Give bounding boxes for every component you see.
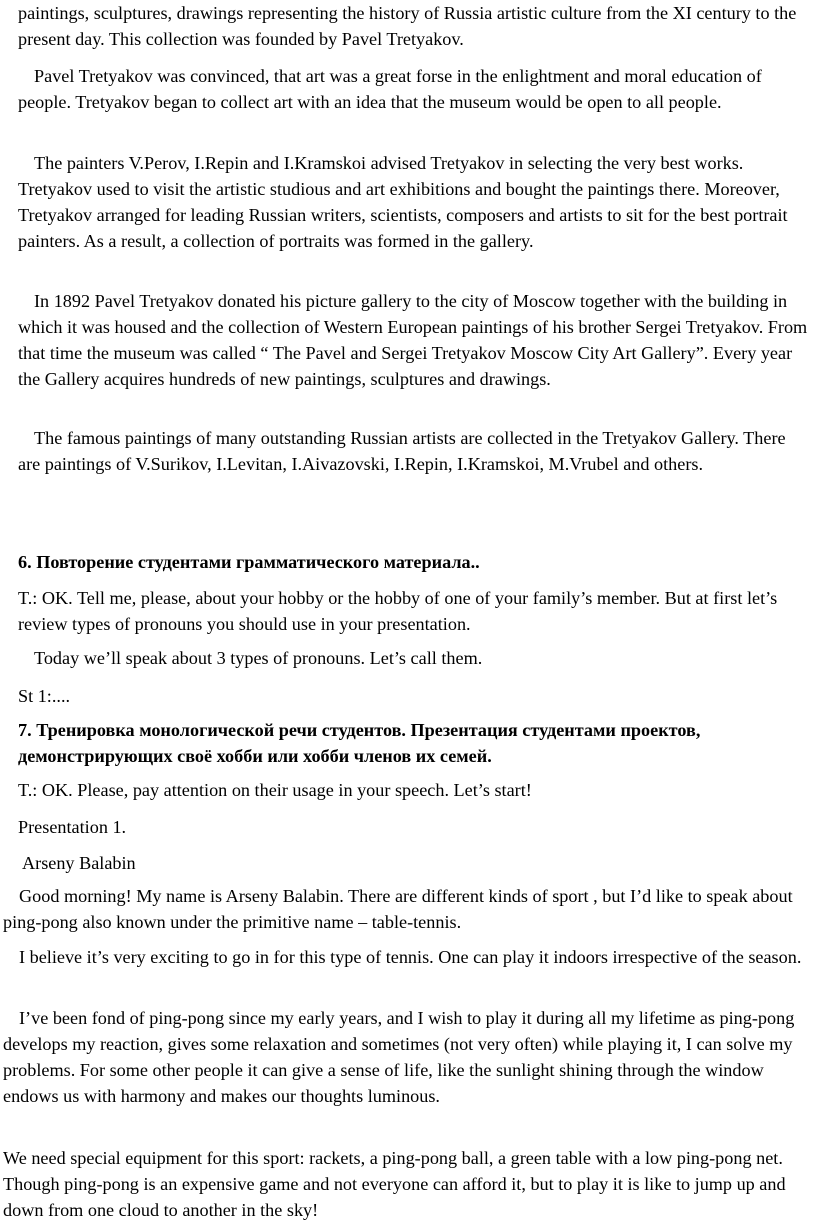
paragraph-famous-paintings: The famous paintings of many outstanding Russian artists are collected in the Tretyakov Gallery. There are paintings of V.Surikov, I.Levitan, I.Aivazovski, I.Repin, I.Kramskoi, M.Vrubel and others. (18, 428, 786, 474)
paragraph-student-1: St 1:.... (18, 686, 71, 706)
paragraph-teacher-start: T.: OK. Please, pay attention on their usage in your speech. Let’s start! (18, 780, 532, 800)
presentation-label: Presentation 1. (18, 817, 127, 837)
paragraph-donation-1892: In 1892 Pavel Tretyakov donated his picture gallery to the city of Moscow together with the building in which it was housed and the collection of Western European paintings of his brother Sergei Tretyakov. From that time the museum was called “ The Pavel and Sergei Tretyakov Moscow City Art Gallery”. Every year the Gallery acquires hundreds of new paintings, sculptures and drawings. (18, 291, 808, 389)
paragraph-pronoun-types: Today we’ll speak about 3 types of pronouns. Let’s call them. (34, 648, 483, 668)
paragraph-collection-history: paintings, sculptures, drawings representing the history of Russia artistic culture from the XI century to the present day. This collection was founded by Pavel Tretyakov. (18, 3, 797, 49)
section-heading-6: 6. Повторение студентами грамматического материала.. (18, 552, 480, 572)
paragraph-exciting-tennis: I believe it’s very exciting to go in for this type of tennis. One can play it indoors irrespective of the season. (19, 947, 802, 967)
section-heading-7: 7. Тренировка монологической речи студентов. Презентация студентами проектов, демонстрирующих своё хобби или хобби членов их семей. (18, 720, 701, 766)
paragraph-tretyakov-conviction: Pavel Tretyakov was convinced, that art was a great forse in the enlightment and moral education of people. Tretyakov began to collect art with an idea that the museum would be open to all people. (18, 66, 762, 112)
paragraph-equipment: We need special equipment for this sport: rackets, a ping-pong ball, a green table with a low ping-pong net. Though ping-pong is an expensive game and not everyone can afford it, but to play it is like to jump up and down from one cloud to another in the sky! (3, 1148, 786, 1220)
paragraph-painters-advice: The painters V.Perov, I.Repin and I.Kramskoi advised Tretyakov in selecting the very best works. Tretyakov used to visit the artistic studious and art exhibitions and bought the paintings there. Moreover, Tretyakov arranged for leading Russian writers, scientists, composers and artists to sit for the best portrait painters. As a result, a collection of portraits was formed in the gallery. (18, 153, 788, 251)
paragraph-fond-of-ping-pong: I’ve been fond of ping-pong since my early years, and I wish to play it during all my lifetime as ping-pong develops my reaction, gives some relaxation and sometimes (not very often) while playing it, I can solve my problems. For some other people it can give a sense of life, like the sunlight shining through the window endows us with harmony and makes our thoughts luminous. (3, 1008, 795, 1106)
paragraph-teacher-hobby-prompt: T.: OK. Tell me, please, about your hobby or the hobby of one of your family’s member. But at first let’s review types of pronouns you should use in your presentation. (18, 588, 778, 634)
presenter-name: Arseny Balabin (22, 853, 136, 873)
paragraph-greeting: Good morning! My name is Arseny Balabin. There are different kinds of sport , but I’d like to speak about ping-pong also known under the primitive name – table-tennis. (3, 886, 793, 932)
